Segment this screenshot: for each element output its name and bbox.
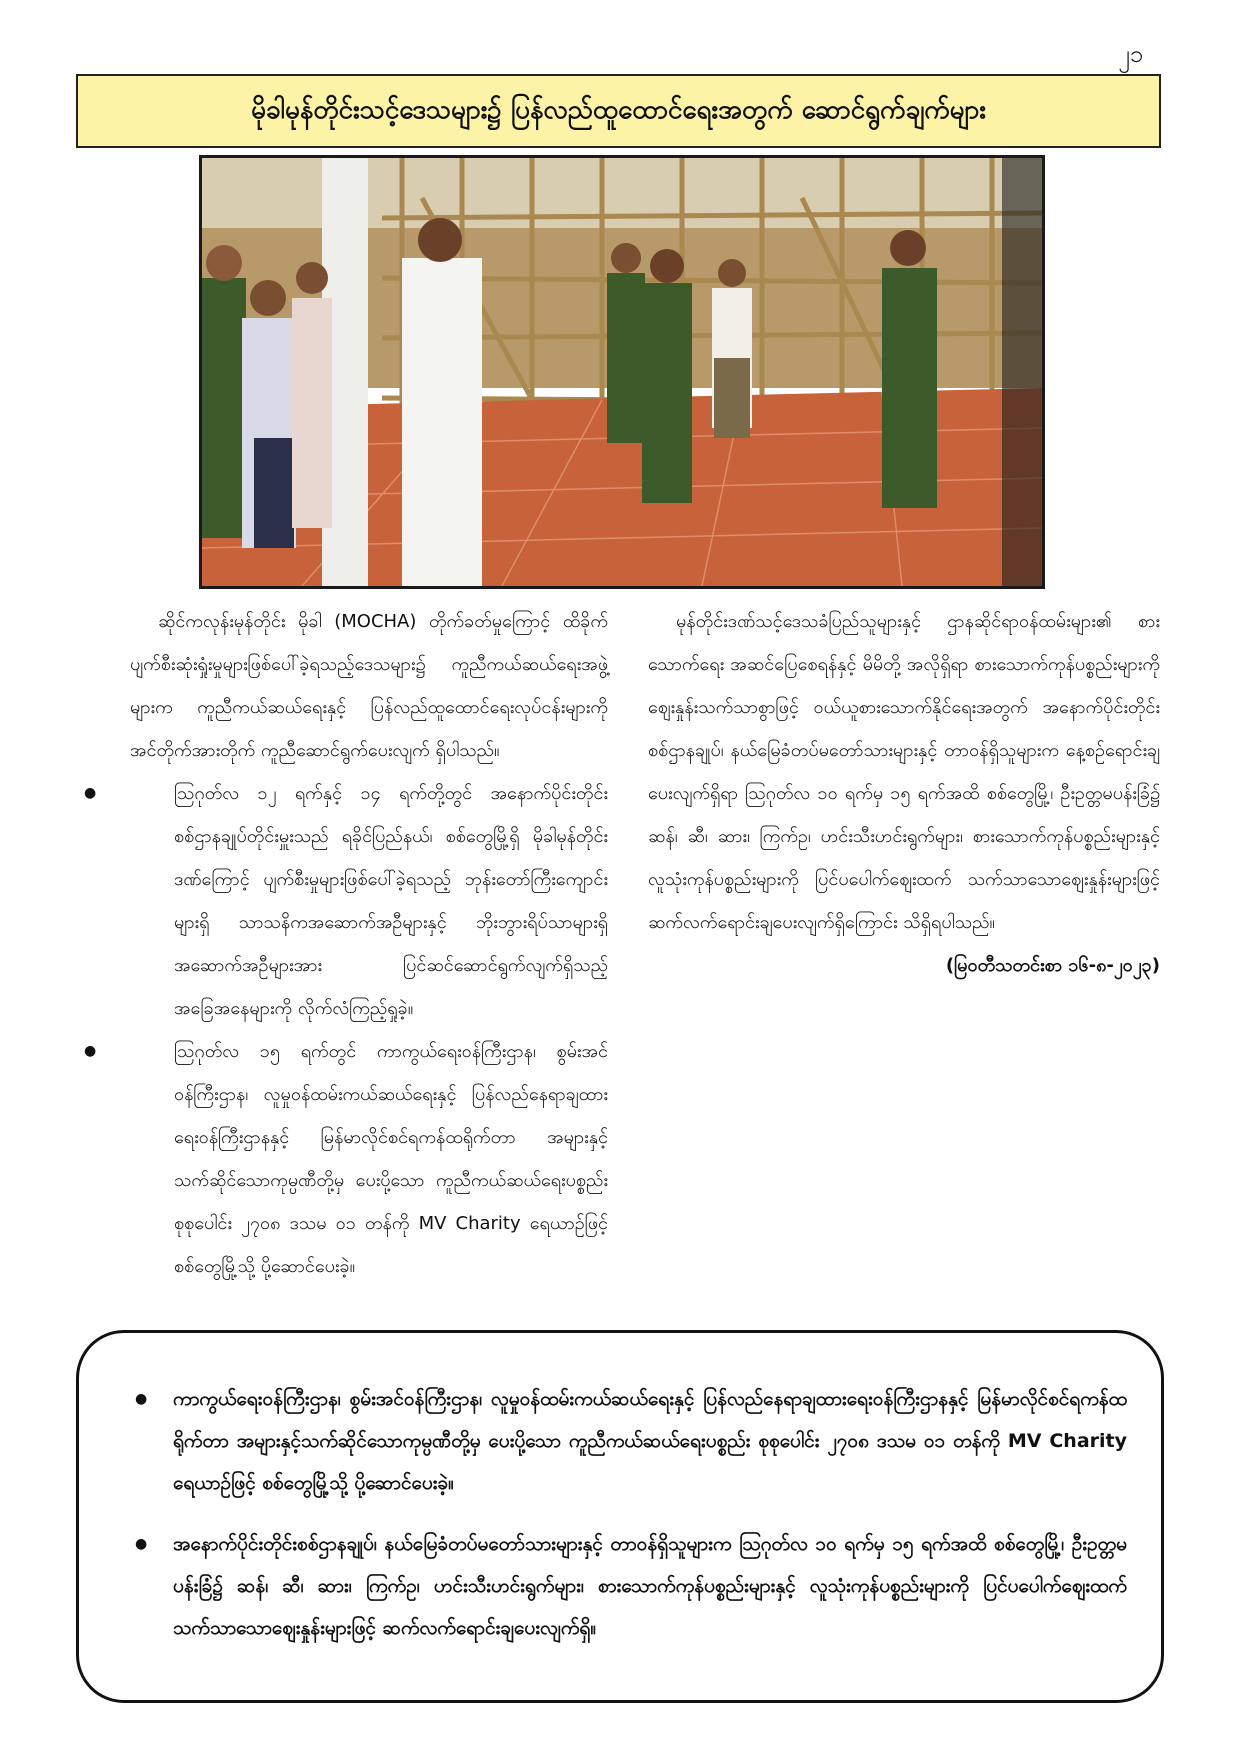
summary-item-1: ● ကာကွယ်ရေးဝန်ကြီးဌာန၊ စွမ်းအင်ဝန်ကြီးဌာန၊ လူမှုဝန်ထမ်းကယ်ဆယ်ရေးနှင့် ပြန်လည်နေရာချထားရေးဝန်ကြီးဌာနနှင့် မြန်မာလိုင်စင်ရကန်ထရိုက်တာ အများနှင့်သက်ဆိုင်သောကုမ္ပဏီတို့မှ ပေးပို့သော ကူညီကယ်ဆယ်ရေးပစ္စည်း စုစုပေါင်း ၂၇၀၈ ဒသမ ၀၁ တန်ကို MV Charity ရေယာဉ်ဖြင့် စစ်တွေမြို့သို့ ပို့ဆောင်ပေးခဲ့။ xyxy=(139,1378,1127,1504)
summary-item-2: ● အနောက်ပိုင်းတိုင်းစစ်ဌာနချုပ်၊ နယ်မြေခံတပ်မတော်သားများနှင့် တာဝန်ရှိသူများက ဩဂုတ်လ ၁၀ ရက်မှ ၁၅ ရက်အထိ စစ်တွေမြို့၊ ဦးဥတ္တမပန်းခြံ၌ ဆန်၊ ဆီ၊ ဆား၊ ကြက်ဥ၊ ဟင်းသီးဟင်းရွက်များ၊ စားသောက်ကုန်ပစ္စည်းများနှင့် လူသုံးကုန်ပစ္စည်းများကို ပြင်ပပေါက်ဈေးထက် သက်သာသောဈေးနှုန်းများဖြင့် ဆက်လက်ရောင်းချပေးလျက်ရှိ။ xyxy=(139,1523,1127,1649)
article-bullet-2: ● ဩဂုတ်လ ၁၅ ရက်တွင် ကာကွယ်ရေးဝန်ကြီးဌာန၊ စွမ်းအင်ဝန်ကြီးဌာန၊ လူမှုဝန်ထမ်းကယ်ဆယ်ရေးနှင့် ပြန်လည်နေရာချထားရေးဝန်ကြီးဌာနနှင့် မြန်မာလိုင်စင်ရကန်ထရိုက်တာ အများနှင့်သက်ဆိုင်သောကုမ္ပဏီတို့မှ ပေးပို့သော ကူညီကယ်ဆယ်ရေးပစ္စည်း စုစုပေါင်း ၂၇၀၈ ဒသမ ၀၁ တန်ကို MV Charity ရေယာဉ်ဖြင့် စစ်တွေမြို့သို့ ပို့ဆောင်ပေးခဲ့။ xyxy=(130,1030,608,1288)
article-bullet-1: ● ဩဂုတ်လ ၁၂ ရက်နှင့် ၁၄ ရက်တို့တွင် အနောက်ပိုင်းတိုင်းစစ်ဌာနချုပ်တိုင်းမှူးသည် ရခိုင်ပြည်နယ်၊ စစ်တွေမြို့ရှိ မိုခါမုန်တိုင်းဒဏ်ကြောင့် ပျက်စီးမှုများဖြစ်ပေါ်ခဲ့ရသည့် ဘုန်းတော်ကြီးကျောင်းများရှိ သာသနိကအဆောက်အဦများနှင့် ဘိုးဘွားရိပ်သာများရှိ အဆောက်အဦများအား ပြင်ဆင်ဆောင်ရွက်လျက်ရှိသည့် အခြေအနေများကို လိုက်လံကြည့်ရှုခဲ့။ xyxy=(130,772,608,1030)
summary-box xyxy=(76,1330,1164,1703)
article-intro: ဆိုင်ကလုန်းမုန်တိုင်း မိုခါ (MOCHA) တိုက်ခတ်မှုကြောင့် ထိခိုက်ပျက်စီးဆုံးရှုံးမှုများဖြစ်ပေါ်ခဲ့ရသည့်ဒေသများ၌ ကူညီကယ်ဆယ်ရေးအဖွဲ့များက ကူညီကယ်ဆယ်ရေးနှင့် ပြန်လည်ထူထောင်ရေးလုပ်ငန်းများကို အင်တိုက်အားတိုက် ကူညီဆောင်ရွက်ပေးလျက် ရှိပါသည်။ xyxy=(130,611,608,761)
news-photo xyxy=(199,155,1045,589)
article-left-column xyxy=(130,600,608,1288)
page-number: ၂၁ xyxy=(1118,40,1144,68)
page-title: မိုခါမုန်တိုင်းသင့်ဒေသများ၌ ပြန်လည်ထူထောင်ရေးအတွက် ဆောင်ရွက်ချက်များ xyxy=(251,94,986,125)
article-source: (မြဝတီသတင်းစာ ၁၆-၈-၂၀၂၃) xyxy=(945,955,1160,976)
page-title-banner xyxy=(76,74,1161,148)
article-paragraph-2: မုန်တိုင်းဒဏ်သင့်ဒေသခံပြည်သူများနှင့် ဌာနဆိုင်ရာဝန်ထမ်းများ၏ စားသောက်ရေး အဆင်ပြေစေရန်နှင့် မိမိတို့ အလိုရှိရာ စားသောက်ကုန်ပစ္စည်းများကို ဈေးနှုန်းသက်သာစွာဖြင့် ဝယ်ယူစားသောက်နိုင်ရေးအတွက် အနောက်ပိုင်းတိုင်းစစ်ဌာနချုပ်၊ နယ်မြေခံတပ်မတော်သားများနှင့် တာဝန်ရှိသူများက နေ့စဉ်ရောင်းချပေးလျက်ရှိရာ ဩဂုတ်လ ၁၀ ရက်မှ ၁၅ ရက်အထိ စစ်တွေမြို့၊ ဦးဥတ္တမပန်းခြံ၌ ဆန်၊ ဆီ၊ ဆား၊ ကြက်ဥ၊ ဟင်းသီးဟင်းရွက်များ၊ စားသောက်ကုန်ပစ္စည်းများနှင့် လူသုံးကုန်ပစ္စည်းများကို ပြင်ပပေါက်ဈေးထက် သက်သာသောဈေးနှုန်းများဖြင့် ဆက်လက်ရောင်းချပေးလျက်ရှိကြောင်း သိရှိရပါသည်။ xyxy=(648,611,1160,933)
group-of-visitors xyxy=(202,245,332,548)
article-right-column xyxy=(648,600,1160,987)
man-in-white-shirt xyxy=(402,218,482,586)
